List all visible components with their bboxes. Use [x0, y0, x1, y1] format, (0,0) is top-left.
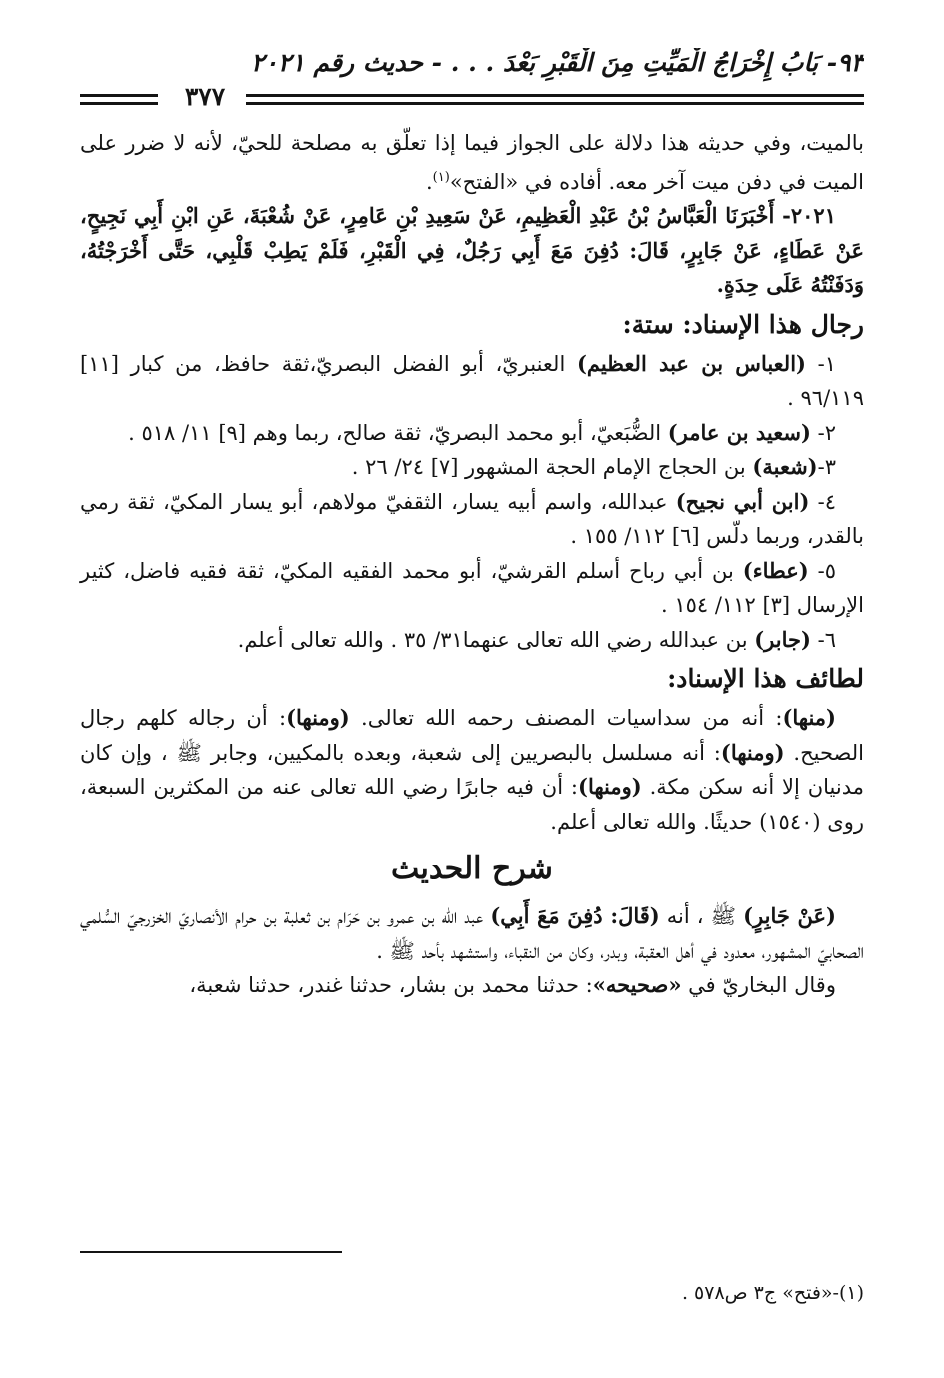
narrator-number: ٥-	[808, 558, 836, 583]
narrator-item	[80, 450, 864, 485]
marker-minha: (منها)	[782, 705, 836, 730]
narrator-details: الضُّبَعيّ، أبو محمد البصريّ، ثقة صالح، ربما وهم [٩] ١١/ ٥١٨ .	[128, 420, 668, 445]
narrator-name: (سعيد بن عامر)	[667, 419, 811, 445]
narrator-number: ٤-	[809, 489, 836, 514]
lataif-text: : أن رجاله كلهم رجال الصحيح.	[80, 706, 864, 765]
book-title: «صحيحه»	[592, 972, 682, 997]
narrator-item	[80, 623, 864, 658]
narrator-details: العنبريّ، أبو الفضل البصريّ،ثقة حافظ، من كبار [١١] ٩٦/١١٩ .	[80, 351, 864, 410]
narrator-number: ٣-	[817, 455, 836, 479]
footnote-ref: (١)	[432, 169, 450, 185]
sharh-paragraph-last	[80, 968, 864, 1003]
lataif-text: : أنه من سداسيات المصنف رحمه الله تعالى.	[349, 706, 783, 730]
page-number: ٣٧٧	[184, 82, 226, 111]
lataif-heading: لطائف هذا الإسناد:	[667, 664, 864, 693]
footnote-divider	[80, 1251, 342, 1253]
intro-text: بالميت، وفي حديثه هذا دلالة على الجواز فيما إذا تعلّق به مصلحة للحيّ، لأنه لا ضرر على الميت في دفن ميت آخر معه. أفاده في «الفتح»	[80, 131, 864, 194]
narrator-name: (جابر)	[754, 626, 811, 652]
intro-end: .	[425, 169, 433, 194]
narrator-item	[80, 347, 864, 416]
header-double-rule-short	[80, 94, 158, 105]
marker-wa-minha: (ومنها)	[578, 774, 642, 799]
narrator-details: بن أبي رباح أسلم القرشيّ، أبو محمد الفقيه المكيّ، ثقة فقيه فاضل، كثير الإرسال [٣] ١١٢/ ١٥٤ .	[80, 558, 864, 617]
narrator-details: عبدالله، واسم أبيه يسار، الثقفيّ مولاهم، أبو يسار المكيّ، ثقة رمي بالقدر، وربما دلّس [٦] ١١٢/ ١٥٥ .	[80, 489, 864, 548]
sharh-text: : حدثنا محمد بن بشار، حدثنا غندر، حدثنا شعبة،	[189, 973, 593, 997]
marker-wa-minha: (ومنها)	[286, 705, 350, 730]
narrator-item	[80, 554, 864, 623]
footnote: (١)-«فتح» ج٣ ص٥٧٨ .	[681, 1282, 864, 1304]
narrator-name: (عطاء)	[742, 557, 809, 583]
sharh-paragraph	[80, 899, 864, 968]
quoted-matn: (عَنْ جَابِرٍ)	[743, 903, 836, 928]
narrator-item	[80, 485, 864, 554]
lataif-text: : أنه مسلسل بالبصريين إلى شعبة، وبعده بالمكيين، وجابر ﷺ ، وإن كان مدنيان إلا أنه سكن مكة.	[80, 740, 865, 799]
sharh-text: ﷺ ، أنه	[659, 904, 744, 928]
running-header-title: ٩٣- بَابُ إِخْرَاجُ الْمَيِّتِ مِنَ الْقَبْرِ بَعْدَ . . . - حديث رقم ٢٠٢١	[251, 48, 864, 77]
sharh-heading: شرح الحديث	[391, 851, 553, 886]
lataif-paragraph	[80, 701, 864, 839]
narrator-details: بن الحجاج الإمام الحجة المشهور [٧] ٢٤/ ٢٦ .	[351, 455, 753, 479]
quoted-matn: (قَالَ: دُفِنَ مَعَ أَبِي)	[490, 903, 660, 928]
hadith-text: ٢٠٢١- أَخْبَرَنَا الْعَبَّاسُ بْنُ عَبْدِ الْعَظِيمِ، عَنْ سَعِيدِ بْنِ عَامِرٍ، عَنْ شُعْبَةَ، عَنِ ابْنِ أَبِي نَجِيحٍ، عَنْ عَطَاءٍ، عَنْ جَابِرٍ، قَالَ: دُفِنَ مَعَ أَبِي رَجُلٌ، فِي الْقَبْرِ، فَلَمْ يَطِبْ قَلْبِي، حَتَّى أَخْرَجْتُهُ، وَدَفَنْتُهُ عَلَى حِدَةٍ.	[80, 203, 864, 297]
marker-wa-minha: (ومنها)	[720, 739, 785, 765]
narrator-details: بن عبدالله رضي الله تعالى عنهما٣١/ ٣٥ . والله تعالى أعلم.	[237, 627, 755, 652]
narrator-name: (شعبة)	[752, 454, 818, 479]
header-double-rule	[246, 94, 864, 105]
narrator-item	[80, 416, 864, 451]
sharh-text: عبد الله بن عمرو بن حَرَام بن ثعلبة بن حرام الأنصاريّ الخزرجيّ السُّلمي الصحابيّ المشهور، معدود في أهل العقبة، وبدر، وكان من النقباء، واستشهد بأحد ﷺ .	[80, 904, 864, 963]
lataif-text: : أن فيه جابرًا رضي الله تعالى عنه من المكثرين السبعة، روى (١٥٤٠) حديثًا. والله تعالى أعلم.	[80, 775, 864, 834]
narrator-name: (ابن أبي نجيح)	[675, 488, 810, 514]
narrator-name: (العباس بن عبد العظيم)	[576, 350, 806, 376]
rijal-heading: رجال هذا الإسناد: ستة:	[622, 309, 864, 339]
narrator-number: ٢-	[810, 420, 836, 445]
sharh-text: وقال البخاريّ في	[681, 973, 836, 997]
narrator-number: ٦-	[810, 627, 836, 652]
body-text	[80, 126, 864, 1003]
intro-paragraph	[80, 126, 864, 199]
narrator-number: ١-	[805, 351, 836, 376]
